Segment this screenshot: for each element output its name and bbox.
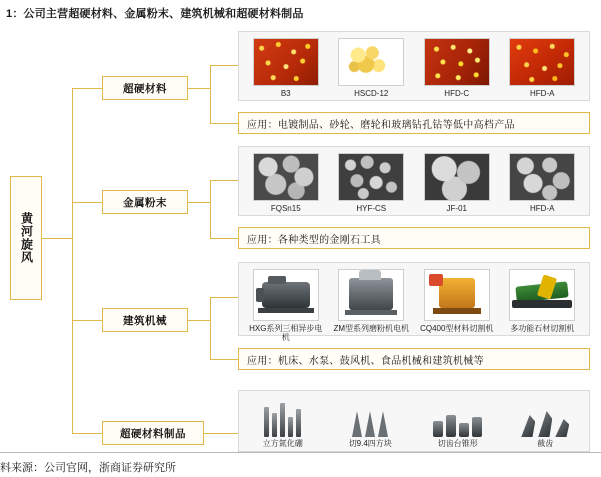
photo-caption: FQSn15 — [270, 204, 301, 213]
photo-caption: 截齿 — [537, 439, 554, 448]
connector-branch-1 — [72, 88, 102, 89]
photo-caption: HFD-A — [530, 89, 555, 98]
construction-machine-image-2 — [338, 269, 404, 321]
cutter-base-icon — [433, 308, 481, 314]
pick-tooth-image — [505, 397, 585, 437]
connector-branch-2 — [72, 202, 102, 203]
connector-root-v — [72, 88, 73, 433]
connector-branch-2-out — [188, 202, 210, 203]
photo-caption: HFD-C — [444, 89, 470, 98]
construction-machine-image-4 — [509, 269, 575, 321]
photo-item — [330, 393, 410, 451]
root-node-label: 黄河旋风 — [19, 212, 34, 264]
metal-powder-image-4 — [509, 153, 575, 201]
photo-item — [419, 153, 495, 213]
photo-caption: 切齿台锥形 — [437, 439, 478, 448]
metal-powder-image-3 — [424, 153, 490, 201]
page-title: 1：公司主营超硬材料、金属粉末、建筑机械和超硬材料制品 — [6, 8, 304, 20]
connector-branch-3-photos — [210, 297, 238, 298]
connector-branch-1-app — [210, 123, 238, 124]
motor-icon — [262, 282, 310, 308]
mill-icon — [349, 278, 393, 310]
photo-item — [248, 38, 324, 98]
category-box-1[interactable]: 超硬材料 — [102, 76, 188, 100]
connector-branch-2-app — [210, 238, 238, 239]
photo-caption: HFD-A — [530, 204, 555, 213]
superhard-material-image-2 — [338, 38, 404, 86]
stone-cutter-rail-icon — [512, 300, 572, 308]
superhard-material-image-3 — [424, 38, 490, 86]
photo-caption: CQ400型材料切割机 — [420, 324, 494, 333]
connector-branch-3-app — [210, 359, 238, 360]
photo-item — [419, 38, 495, 98]
connector-branch-4 — [72, 433, 102, 434]
cone-segment-image — [418, 397, 498, 437]
photo-caption: JF-01 — [446, 204, 467, 213]
photo-item — [505, 393, 585, 451]
photo-item — [248, 269, 324, 342]
connector-branch-4-out — [204, 433, 238, 434]
connector-branch-3-split — [210, 297, 211, 359]
photo-item — [504, 269, 580, 333]
photo-caption: HYF-CS — [356, 204, 387, 213]
connector-branch-1-photos — [210, 65, 238, 66]
source-note: 料来源：公司官网，浙商证券研究所 — [0, 462, 176, 474]
cutter-head-icon — [429, 274, 443, 286]
metal-powder-image-2 — [338, 153, 404, 201]
category-box-2[interactable]: 金属粉末 — [102, 190, 188, 214]
superhard-material-image-1 — [253, 38, 319, 86]
photo-caption: 切9.4四方块 — [348, 439, 392, 448]
photo-item — [333, 153, 409, 213]
photo-item — [248, 153, 324, 213]
photo-item — [243, 393, 323, 451]
photo-item — [333, 38, 409, 98]
mill-top-icon — [359, 270, 381, 280]
photo-item — [504, 38, 580, 98]
application-bar-2: 应用：各种类型的金刚石工具 — [238, 227, 590, 249]
motor-base-icon — [258, 308, 314, 313]
photo-item — [333, 269, 409, 333]
connector-branch-3 — [72, 320, 102, 321]
photo-item — [418, 393, 498, 451]
photo-caption: 立方氮化硼 — [262, 439, 303, 448]
construction-machine-image-3 — [424, 269, 490, 321]
cubic-boron-nitride-image — [243, 397, 323, 437]
connector-branch-1-out — [188, 88, 210, 89]
photo-caption: HSCD-12 — [354, 89, 389, 98]
photo-panel-4 — [238, 390, 590, 452]
photo-caption: ZM型系列磨粉机电机 — [333, 324, 410, 333]
mill-base-icon — [345, 310, 397, 315]
application-bar-1: 应用：电镀制品、砂轮、磨轮和玻璃钻孔钻等低中高档产品 — [238, 112, 590, 134]
footer-divider — [0, 452, 601, 453]
photo-item — [419, 269, 495, 333]
application-bar-3: 应用：机床、水泵、鼓风机、食品机械和建筑机械等 — [238, 348, 590, 370]
photo-caption: B3 — [280, 89, 291, 98]
photo-panel-1 — [238, 31, 590, 101]
connector-root-h — [42, 238, 72, 239]
cutter-icon — [439, 278, 475, 308]
square-block-image — [330, 397, 410, 437]
photo-panel-3 — [238, 262, 590, 342]
connector-branch-2-split — [210, 180, 211, 238]
connector-branch-3-out — [188, 320, 210, 321]
photo-caption: 多功能石材切割机 — [510, 324, 575, 333]
construction-machine-image-1 — [253, 269, 319, 321]
metal-powder-image-1 — [253, 153, 319, 201]
photo-panel-2 — [238, 146, 590, 216]
photo-caption: HXG系列三相异步电机 — [249, 324, 323, 342]
connector-branch-1-split — [210, 65, 211, 123]
category-box-4[interactable]: 超硬材料制品 — [102, 421, 204, 445]
root-node — [10, 176, 42, 300]
category-box-3[interactable]: 建筑机械 — [102, 308, 188, 332]
photo-item — [504, 153, 580, 213]
connector-branch-2-photos — [210, 180, 238, 181]
superhard-material-image-4 — [509, 38, 575, 86]
